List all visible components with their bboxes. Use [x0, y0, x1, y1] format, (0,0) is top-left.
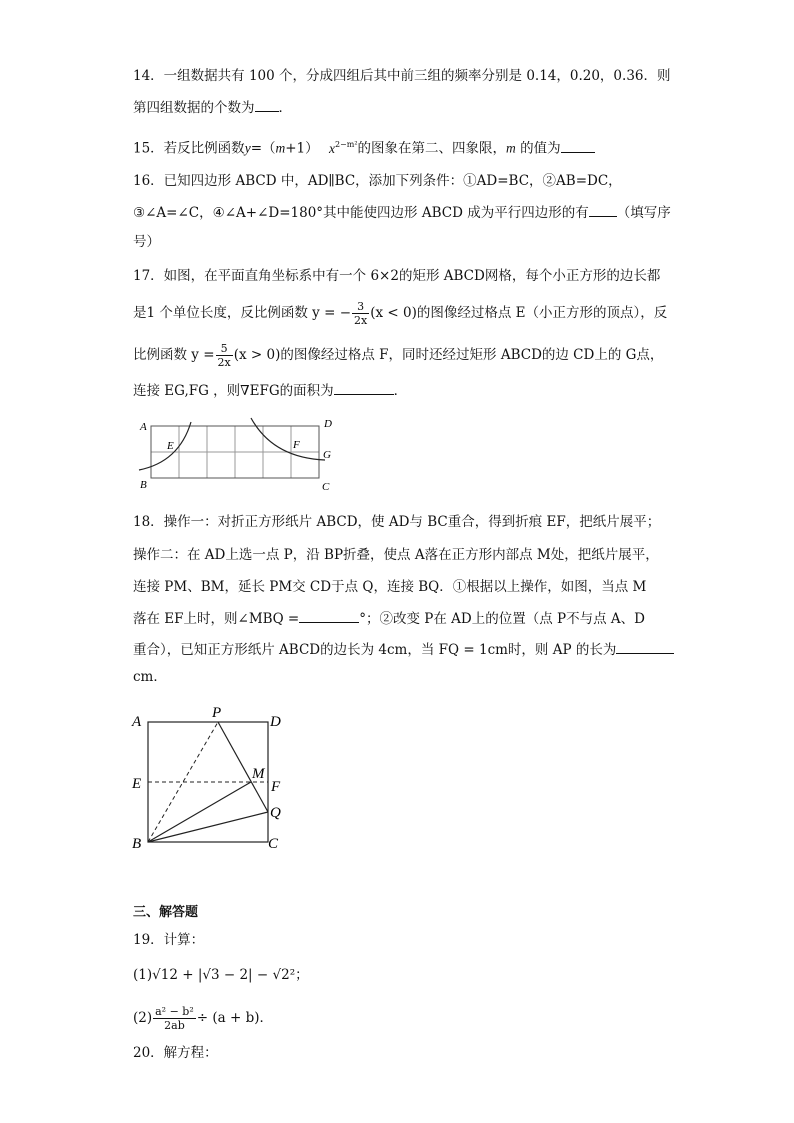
q17-end: ．: [393, 383, 408, 399]
q17-label-b: B: [140, 479, 147, 491]
q19-p2-num: a² − b²: [155, 1005, 194, 1018]
q18-answer1-blank: [299, 608, 359, 623]
q18-line5: [133, 639, 674, 660]
q15-line: [133, 135, 595, 159]
q15-answer-blank: [561, 138, 595, 153]
q18-line6: cm．: [133, 669, 167, 685]
q18-answer2-blank: [616, 639, 674, 654]
q17-line2: [133, 300, 667, 327]
q17-curve-left: [139, 422, 191, 470]
q17-frac1-den: 2x: [354, 314, 368, 327]
q15-eq: =（: [250, 140, 276, 157]
q17-label-d: D: [324, 418, 332, 430]
q14-text: 第四组数据的个数为: [133, 100, 255, 116]
q16-line1: 16．已知四边形 ABCD 中，AD∥BC，添加下列条件：①AD=BC，②AB=DC，: [133, 173, 622, 189]
q17-func2-domain: (x > 0)的图像经过格点 F，同时还经过矩形 ABCD的边 CD上的 G点，: [233, 347, 664, 363]
q17-line1: 17．如图，在平面直角坐标系中有一个 6×2的矩形 ABCD网格，每个小正方形的边长都: [133, 268, 661, 284]
q18-text-c: 重合），已知正方形纸片 ABCD的边长为 4cm，当 FQ = 1cm时，则 AP 的长为: [133, 642, 617, 658]
q19-part1: [133, 965, 309, 985]
q19-p1-end: ；: [295, 967, 309, 983]
q15-prefix: 15．若反比例函数: [133, 140, 245, 157]
q15-plus1: +1）: [285, 140, 319, 157]
q17-curve-right: [251, 418, 325, 460]
q18-label-f: F: [271, 779, 281, 795]
q19-p1-sqrt: √2²: [272, 967, 296, 983]
q18-line1: 18．操作一：对折正方形纸片 ABCD，使 AD与 BC重合，得到折痕 EF，把纸片展平；: [133, 514, 661, 530]
q17-label-c: C: [322, 481, 330, 492]
q14-end: ．: [278, 100, 292, 116]
q18-line-bm: [148, 782, 251, 842]
q18-line4: [133, 608, 645, 629]
q19-p1-abs: |√3 − 2|: [197, 967, 253, 983]
q19-p1-plus: +: [177, 967, 198, 983]
q19-p2-rest: ÷ (a + b)．: [196, 1010, 273, 1026]
q17-label-g: G: [323, 449, 331, 461]
q17-answer-blank: [334, 380, 394, 395]
q18-text-a: 落在 EF上时，则∠MBQ =: [133, 611, 300, 627]
q17-label-a: A: [140, 421, 147, 433]
q16-answer-blank: [589, 202, 617, 217]
q19-p2-den: 2ab: [164, 1019, 185, 1032]
q17-func1-domain: (x < 0)的图像经过格点 E（小正方形的顶点），反: [370, 305, 668, 321]
q17-line4: [133, 380, 407, 401]
q18-line-bq: [148, 812, 268, 842]
q17-frac1-num: 3: [352, 300, 369, 314]
q19-p2-frac: [153, 1005, 196, 1032]
q18-label-m: M: [252, 766, 265, 782]
q17-func1-text: 是1 个单位长度，反比例函数 y = −: [133, 305, 352, 321]
q15-suffix: 的图象在第二、四象限，: [357, 140, 507, 157]
q19-title: 19．计算：: [133, 932, 205, 948]
q15-x: x: [328, 140, 335, 156]
q17-grid-figure: [133, 412, 343, 492]
q19-part2: [133, 1005, 273, 1032]
q17-text: 连接 EG,FG ，则∇EFG的面积为: [133, 383, 334, 399]
q16-text: ③∠A=∠C，④∠A+∠D=180°其中能使四边形 ABCD 成为平行四边形的有: [133, 205, 589, 221]
q17-func2-text: 比例函数 y =: [133, 347, 215, 363]
q14-line1: 14．一组数据共有 100 个，分成四组后其中前三组的频率分别是 0.14，0.20，0.36．则: [133, 68, 671, 84]
q16-end: （填写序: [616, 205, 671, 221]
q17-frac2-num: 5: [216, 342, 233, 356]
q18-label-p: P: [212, 705, 222, 721]
q18-label-e: E: [132, 776, 142, 792]
q15-exponent: 2−m²: [334, 140, 358, 149]
q17-line3: [133, 342, 663, 369]
q15-m1: m: [275, 140, 286, 156]
q15-y: y: [244, 140, 251, 156]
q17-frac2: [216, 342, 233, 369]
q19-p1-sqrt12: √12: [152, 967, 178, 983]
q17-frac2-den: 2x: [217, 356, 231, 369]
q18-label-c: C: [268, 836, 279, 852]
q14-answer-blank: [255, 97, 279, 112]
q18-label-b: B: [132, 836, 142, 852]
q17-label-e: E: [167, 440, 174, 452]
q19-p1-label: (1): [133, 967, 153, 983]
q18-label-q: Q: [270, 805, 281, 821]
q16-line3: 号）: [133, 234, 160, 250]
q18-label-d: D: [270, 714, 281, 730]
q18-label-a: A: [132, 714, 142, 730]
q16-line2: [133, 202, 671, 223]
q18-line2: 操作二：在 AD上选一点 P，沿 BP折叠，使点 A落在正方形内部点 M处，把纸片展平，: [133, 547, 659, 563]
q17-label-f: F: [293, 439, 300, 451]
q17-grid-lines: [151, 426, 319, 478]
q18-text-b: °；②改变 P在 AD上的位置（点 P不与点 A、D: [359, 611, 645, 627]
q18-line3: 连接 PM、BM，延长 PM交 CD于点 Q，连接 BQ．①根据以上操作，如图，当点 M: [133, 579, 647, 595]
q19-p1-minus: −: [252, 967, 273, 983]
q15-tail: 的值为: [515, 140, 561, 157]
section-heading: 三、解答题: [133, 905, 199, 920]
q14-line2: [133, 97, 292, 118]
q19-p2-label: (2): [133, 1010, 153, 1026]
q18-square-figure: [128, 702, 298, 857]
q15-m2: m: [506, 140, 516, 156]
q20-title: 20．解方程：: [133, 1045, 218, 1061]
q17-frac1: [352, 300, 369, 327]
